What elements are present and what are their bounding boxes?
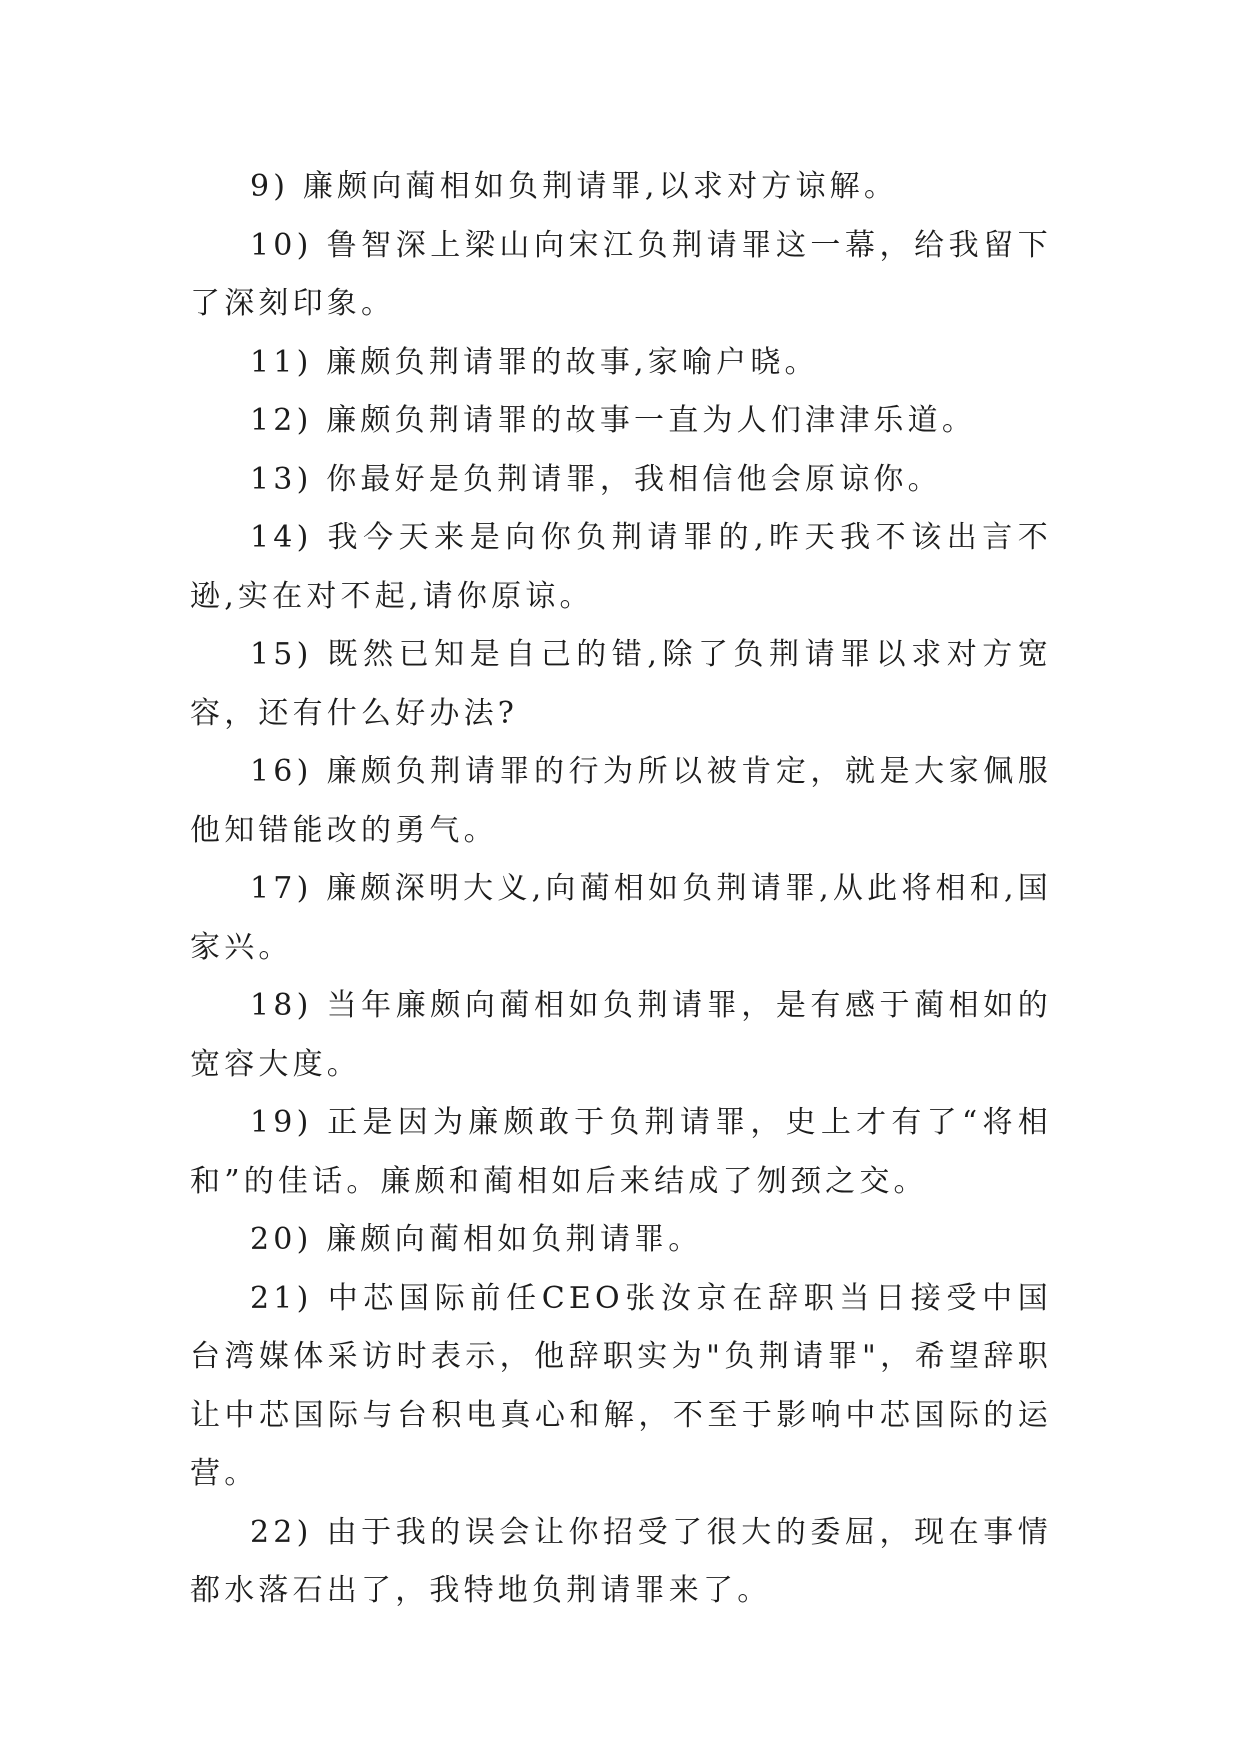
paragraph-12: 12) 廉颇负荆请罪的故事一直为人们津津乐道。 — [250, 403, 977, 438]
paragraph-20: 20) 廉颇向蔺相如负荆请罪。 — [250, 1222, 703, 1257]
paragraph-14: 14) 我今天来是向你负荆请罪的,昨天我不该出言不逊,实在对不起,请你原谅。 — [190, 520, 1052, 614]
paragraph-9: 9) 廉颇向蔺相如负荆请罪,以求对方谅解。 — [250, 169, 899, 204]
paragraph-10: 10) 鲁智深上梁山向宋江负荆请罪这一幕，给我留下了深刻印象。 — [190, 227, 1052, 321]
paragraph-22: 22) 由于我的误会让你招受了很大的委屈，现在事情都水落石出了，我特地负荆请罪来了。 — [190, 1514, 1052, 1608]
paragraph-19: 19) 正是因为廉颇敢于负荆请罪，史上才有了“将相和”的佳话。廉颇和蔺相如后来结成了刎颈之交。 — [190, 1105, 1052, 1199]
paragraph-21: 21) 中芯国际前任CEO张汝京在辞职当日接受中国台湾媒体采访时表示，他辞职实为"负荆请罪"，希望辞职让中芯国际与台积电真心和解，不至于影响中芯国际的运营。 — [190, 1280, 1052, 1491]
paragraph-17: 17) 廉颇深明大义,向蔺相如负荆请罪,从此将相和,国家兴。 — [190, 871, 1052, 965]
paragraph-15: 15) 既然已知是自己的错,除了负荆请罪以求对方宽容，还有什么好办法? — [190, 637, 1052, 731]
paragraph-16: 16) 廉颇负荆请罪的行为所以被肯定，就是大家佩服他知错能改的勇气。 — [190, 754, 1052, 848]
paragraph-11: 11) 廉颇负荆请罪的故事,家喻户晓。 — [250, 344, 819, 380]
paragraph-13: 13) 你最好是负荆请罪，我相信他会原谅你。 — [250, 461, 942, 497]
paragraph-18: 18) 当年廉颇向蔺相如负荆请罪，是有感于蔺相如的宽容大度。 — [190, 988, 1052, 1082]
document-body — [190, 158, 1052, 1621]
